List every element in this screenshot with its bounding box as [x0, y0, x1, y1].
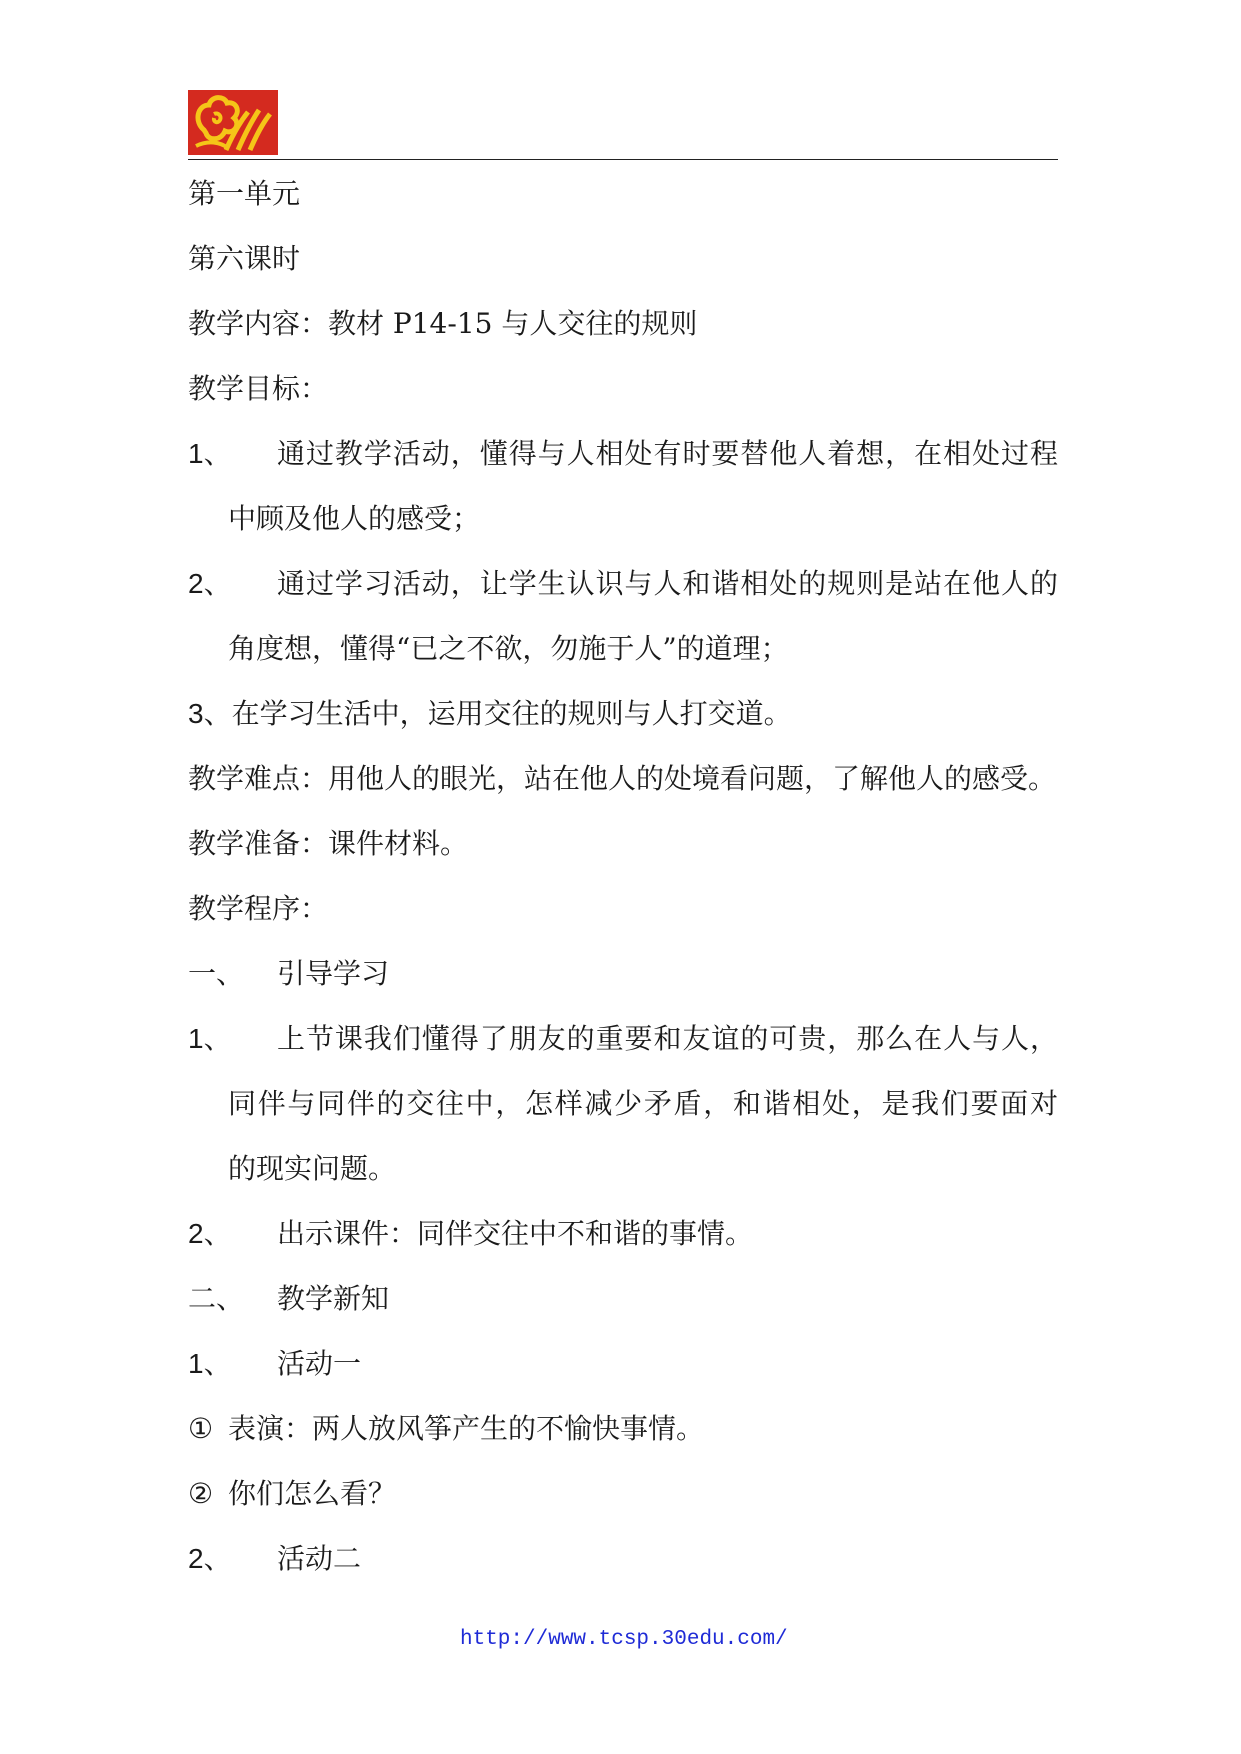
item-text: 上节课我们懂得了朋友的重要和友谊的可贵，那么在人与人， [277, 1022, 1058, 1055]
lesson-text: 第六课时 [188, 242, 301, 275]
part-title: 教学新知 [277, 1282, 390, 1315]
item-text: 活动二 [277, 1542, 362, 1575]
procedure-subitem [188, 1461, 1058, 1526]
objective-continuation [188, 616, 1058, 681]
subitem-marker: ② [188, 1477, 214, 1510]
objective-continuation [188, 486, 1058, 551]
lesson-line [188, 226, 1058, 291]
part-title: 引导学习 [277, 957, 390, 990]
item-number: 1、 [188, 1023, 232, 1054]
objective-number: 3、 [188, 698, 232, 729]
procedure-item [188, 1201, 1058, 1266]
part-number: 一、 [188, 958, 245, 989]
objective-text: 在学习生活中，运用交往的规则与人打交道。 [231, 697, 792, 730]
item-number: 1、 [188, 1348, 232, 1379]
item-number: 2、 [188, 1218, 232, 1249]
objective-text: 中顾及他人的感受； [228, 502, 481, 535]
item-text: 同伴与同伴的交往中，怎样减少矛盾，和谐相处，是我们要面对 [228, 1087, 1058, 1120]
difficulty-text: 教学难点：用他人的眼光，站在他人的处境看问题，了解他人的感受。 [188, 762, 1057, 795]
objectives-heading-text: 教学目标： [188, 372, 329, 405]
flower-logo-icon [188, 90, 278, 155]
footer-url-link[interactable]: http://www.tcsp.30edu.com/ [460, 1628, 788, 1651]
objective-item [188, 421, 1058, 486]
objective-text: 通过教学活动，懂得与人相处有时要替他人着想，在相处过程 [277, 437, 1058, 470]
objective-text: 角度想，懂得“已之不欲，勿施于人”的道理； [228, 632, 789, 665]
procedure-item [188, 1526, 1058, 1591]
objective-text: 通过学习活动，让学生认识与人和谐相处的规则是站在他人的 [277, 567, 1058, 600]
objective-item [188, 551, 1058, 616]
procedure-item-continuation [188, 1136, 1058, 1201]
subitem-marker: ① [188, 1412, 214, 1445]
difficulty-line [188, 746, 1058, 811]
objective-number: 2、 [188, 568, 232, 599]
procedure-item-continuation [188, 1071, 1058, 1136]
header-rule [188, 159, 1058, 160]
unit-line [188, 161, 1058, 226]
document-body [188, 161, 1058, 1591]
content-text: 教学内容：教材 P14-15 与人交往的规则 [188, 307, 698, 340]
preparation-line [188, 811, 1058, 876]
content-line [188, 291, 1058, 356]
item-text: 的现实问题。 [228, 1152, 397, 1185]
procedure-item [188, 1331, 1058, 1396]
procedure-subitem [188, 1396, 1058, 1461]
objective-number: 1、 [188, 438, 232, 469]
item-text: 活动一 [277, 1347, 362, 1380]
item-text: 出示课件：同伴交往中不和谐的事情。 [277, 1217, 754, 1250]
objectives-heading [188, 356, 1058, 421]
subitem-text: 你们怎么看？ [228, 1477, 397, 1510]
part-number: 二、 [188, 1283, 245, 1314]
procedure-part-heading [188, 941, 1058, 1006]
unit-text: 第一单元 [188, 177, 301, 210]
procedure-part-heading [188, 1266, 1058, 1331]
item-number: 2、 [188, 1543, 232, 1574]
preparation-text: 教学准备：课件材料。 [188, 827, 469, 860]
subitem-text: 表演：两人放风筝产生的不愉快事情。 [228, 1412, 705, 1445]
procedure-heading [188, 876, 1058, 941]
procedure-heading-text: 教学程序： [188, 892, 329, 925]
objective-item [188, 681, 1058, 746]
procedure-item [188, 1006, 1058, 1071]
